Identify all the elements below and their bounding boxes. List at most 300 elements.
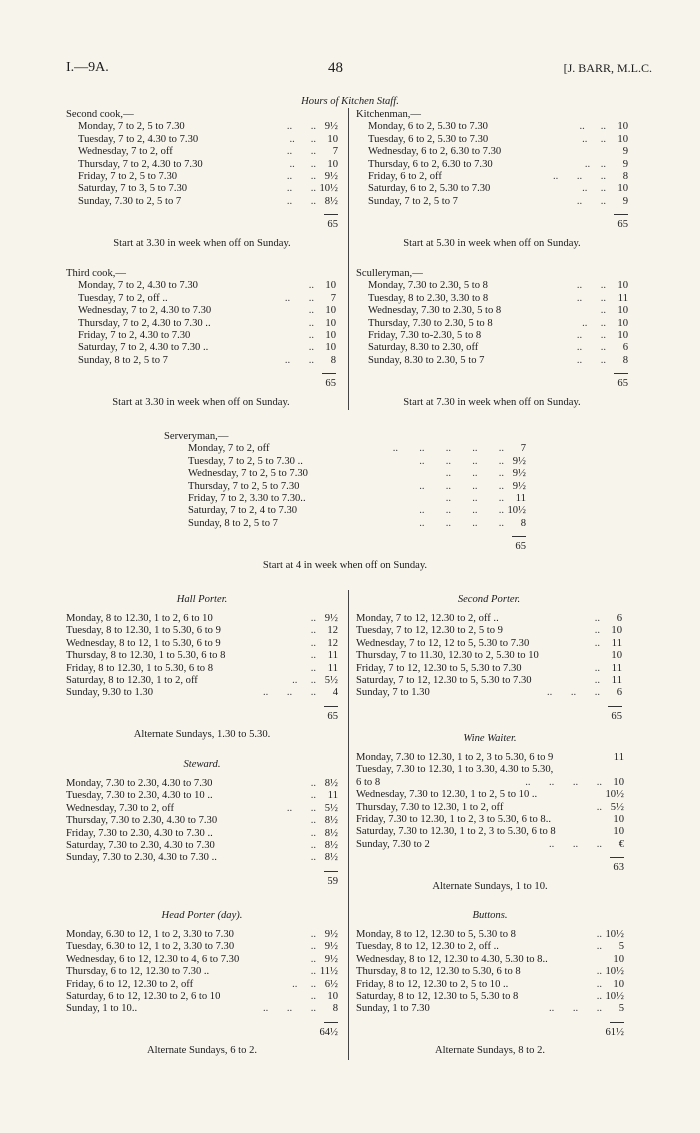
leader-dots: .. .. .. ..: [525, 776, 602, 788]
leader-dots: ..: [310, 852, 316, 864]
total-rule: [324, 1022, 338, 1023]
hours-row: [66, 815, 338, 827]
hours-row: [66, 146, 338, 158]
hours-value: 8: [622, 170, 628, 182]
third-cook-title: Third cook,—: [66, 268, 127, 279]
leader-dots: .. .. ..: [553, 170, 606, 182]
schedule-note: Start at 7.30 in week when off on Sunday.: [403, 396, 581, 408]
hours-row: [66, 1003, 338, 1015]
hours-value: 11: [611, 637, 622, 649]
leader-dots: .. ..: [576, 342, 606, 354]
leader-dots: ..: [308, 305, 314, 317]
hours-row: [66, 966, 338, 978]
day-schedule: Wednesday, 7 to 12, 12 to 5, 5.30 to 7.30: [356, 637, 530, 649]
hours-row: [66, 803, 338, 815]
hours-row: [356, 929, 624, 941]
hours-row: [66, 625, 338, 637]
hours-row: [66, 196, 338, 208]
leader-dots: .. ..: [289, 133, 316, 145]
day-schedule: Saturday, 7.30 to 2.30, 4.30 to 7.30: [66, 839, 215, 851]
hours-value: 10: [617, 317, 628, 329]
leader-dots: .. .. ..: [445, 468, 504, 480]
leader-dots: .. ..: [284, 292, 314, 304]
hours-value: 5½: [324, 674, 338, 686]
day-schedule: Saturday, 8 to 12.30, 1 to 2, off: [66, 674, 198, 686]
leader-dots: .. .. ..: [549, 838, 602, 850]
leader-dots: ..: [310, 815, 316, 827]
hall-porter-title: Hall Porter.: [176, 594, 228, 605]
hours-row: [356, 764, 624, 776]
hours-value: 5: [618, 941, 624, 953]
kitchenman-title: Kitchenman,—: [356, 109, 422, 120]
hours-value: 10: [325, 342, 336, 354]
leader-dots: ..: [310, 990, 316, 1002]
hours-value: 10: [611, 650, 622, 662]
day-schedule: Friday, 6 to 12, 12.30 to 2, off: [66, 978, 194, 990]
hours-row: [66, 355, 336, 367]
hours-value: 4: [332, 687, 338, 699]
hours-value: 7: [330, 292, 336, 304]
hours-row: [66, 790, 338, 802]
total-rule: [322, 373, 336, 374]
hours-value: 10: [325, 305, 336, 317]
hours-row: [356, 687, 622, 699]
weekly-total: 65: [325, 378, 336, 390]
leader-dots: ..: [310, 966, 316, 978]
hours-row: [356, 146, 628, 158]
hours-row: [66, 183, 338, 195]
hours-row: [356, 638, 622, 650]
leader-dots: .. .. ..: [263, 687, 316, 699]
leader-dots: .. ..: [576, 329, 606, 341]
day-schedule: Monday, 7 to 2, 4.30 to 7.30: [78, 280, 198, 292]
day-schedule: Sunday, 7.30 to 2.30, 4.30 to 7.30 ..: [66, 852, 217, 864]
total-rule: [324, 706, 338, 707]
day-schedule: Saturday, 6 to 12, 12.30 to 2, 6 to 10: [66, 990, 221, 1002]
day-schedule: Wednesday, 7 to 2, 4.30 to 7.30: [78, 305, 212, 317]
leader-dots: .. ..: [576, 354, 606, 366]
leader-dots: .. ..: [582, 133, 606, 145]
page-witness-name: [J. BARR, M.L.C.: [563, 61, 652, 75]
schedule-note: Alternate Sundays, 1.30 to 5.30.: [133, 729, 271, 741]
hours-row: [356, 752, 624, 764]
day-schedule: Saturday, 8 to 12, 12.30 to 5, 5.30 to 8: [356, 990, 519, 1002]
hours-row: [164, 468, 526, 480]
day-schedule: Sunday, 1 to 10..: [66, 1003, 138, 1015]
day-schedule: Friday, 7 to 2, 5 to 7.30: [78, 170, 178, 182]
steward-title: Steward.: [183, 759, 221, 770]
day-schedule: Sunday, 8 to 2, 5 to 7: [188, 517, 278, 529]
day-schedule: Friday, 6 to 2, off: [368, 170, 442, 182]
hours-row: [356, 171, 628, 183]
hours-value: 8½: [324, 852, 338, 864]
hours-value: 8: [520, 517, 526, 529]
hours-value: 10: [611, 625, 622, 637]
hours-value: 6: [622, 342, 628, 354]
total-rule: [608, 706, 622, 707]
day-schedule: Sunday, 7.30 to 2, 5 to 7: [78, 195, 182, 207]
hours-row: [356, 802, 624, 814]
hours-value: 10: [613, 953, 624, 965]
weekly-total: 61½: [605, 1026, 624, 1038]
hours-value: 5: [618, 1003, 624, 1015]
weekly-total: 65: [515, 541, 526, 553]
wine-waiter-section: [356, 730, 624, 892]
day-schedule: Sunday, 8 to 2, 5 to 7: [78, 354, 168, 366]
leader-dots: .. .. ..: [263, 1003, 316, 1015]
day-schedule: Saturday, 7 to 2, 4 to 7.30: [188, 505, 298, 517]
day-schedule: Sunday, 8.30 to 2.30, 5 to 7: [368, 354, 485, 366]
leader-dots: .. .. ..: [549, 1003, 602, 1015]
day-schedule: Friday, 7.30 to 12.30, 1 to 2, 3 to 5.30, 6 to 8..: [356, 813, 552, 825]
hours-value: 10: [327, 133, 338, 145]
hours-value: 10½: [605, 789, 624, 801]
hours-value: 9½: [324, 170, 338, 182]
weekly-total: 65: [617, 378, 628, 390]
schedule-note: Alternate Sundays, 8 to 2.: [434, 1045, 546, 1057]
leader-dots: ..: [310, 637, 316, 649]
hours-row: [356, 839, 624, 851]
hours-value: 11: [613, 752, 624, 763]
hours-row: [66, 687, 338, 699]
day-schedule: Tuesday, 6.30 to 12, 1 to 2, 3.30 to 7.30: [66, 941, 235, 953]
weekly-total: 64½: [319, 1026, 338, 1038]
leader-dots: .. ..: [286, 802, 316, 814]
day-schedule: Monday, 7 to 12, 12.30 to 2, off ..: [356, 613, 499, 624]
hours-row: [66, 979, 338, 991]
hours-value: 9½: [512, 480, 526, 492]
leader-dots: .. ..: [576, 292, 606, 304]
hours-row: [66, 840, 338, 852]
second-porter-rows: [356, 613, 622, 700]
hours-value: 8: [622, 354, 628, 366]
hours-value: 10½: [605, 929, 624, 940]
hours-value: 7: [332, 146, 338, 158]
day-schedule: Wednesday, 8 to 12, 12.30 to 4.30, 5.30 to 8..: [356, 953, 548, 965]
hours-row: [66, 613, 338, 625]
leader-dots: .. .. .. ..: [419, 517, 504, 529]
hours-row: [66, 330, 336, 342]
total-rule: [512, 536, 526, 537]
leader-dots: .. ..: [286, 121, 316, 133]
hours-row: [66, 650, 338, 662]
column-divider-top: [348, 108, 349, 410]
column-divider-bottom: [348, 590, 349, 1060]
hours-row: [356, 814, 624, 826]
leader-dots: ..: [310, 827, 316, 839]
hours-row: [66, 134, 338, 146]
hours-value: 8: [330, 354, 336, 366]
hours-value: 10: [613, 978, 624, 990]
hours-value: 11: [327, 662, 338, 674]
leader-dots: ..: [596, 990, 602, 1002]
wine-waiter-title: Wine Waiter.: [463, 733, 517, 744]
hours-value: 6½: [324, 978, 338, 990]
hours-value: 8½: [324, 815, 338, 827]
leader-dots: ..: [310, 625, 316, 637]
head-porter-title: Head Porter (day).: [161, 910, 243, 921]
day-schedule: Saturday, 6 to 2, 5.30 to 7.30: [368, 183, 491, 195]
hours-row: [66, 941, 338, 953]
leader-dots: .. .. ..: [445, 492, 504, 504]
leader-dots: .. ..: [286, 195, 316, 207]
hours-value: 11: [327, 790, 338, 802]
leader-dots: .. .. .. ..: [419, 505, 504, 517]
sculleryman-section: [356, 268, 628, 408]
leader-dots: ..: [594, 674, 600, 686]
hours-row: [66, 954, 338, 966]
leader-dots: .. .. .. .. ..: [392, 443, 504, 455]
day-schedule: Monday, 7.30 to 2.30, 5 to 8: [368, 280, 488, 292]
day-schedule: Tuesday, 7 to 12, 12.30 to 2, 5 to 9: [356, 625, 503, 637]
hours-value: 11½: [319, 966, 338, 978]
day-schedule: Wednesday, 7.30 to 12.30, 1 to 2, 5 to 10 ..: [356, 789, 538, 801]
day-schedule: Thursday, 8 to 12.30, 1 to 5.30, 6 to 8: [66, 650, 226, 662]
leader-dots: ..: [310, 941, 316, 953]
hours-row: [66, 929, 338, 941]
hours-row: [66, 852, 338, 864]
leader-dots: .. ..: [292, 674, 316, 686]
hours-row: [66, 171, 338, 183]
hours-row: [66, 159, 338, 171]
leader-dots: .. .. .. ..: [419, 480, 504, 492]
buttons-rows: [356, 929, 624, 1016]
hours-value: 10: [613, 826, 624, 838]
serveryman-rows: [164, 443, 526, 530]
kitchenman-section: [356, 109, 628, 249]
total-rule: [614, 214, 628, 215]
leader-dots: .. ..: [286, 170, 316, 182]
day-schedule: Friday, 7 to 12, 12.30 to 5, 5.30 to 7.30: [356, 662, 522, 674]
second-cook-title: Second cook,—: [66, 109, 134, 120]
leader-dots: .. ..: [576, 195, 606, 207]
hours-row: [356, 966, 624, 978]
day-schedule: Thursday, 7 to 11.30, 12.30 to 2, 5.30 to 10: [356, 650, 539, 662]
day-schedule: Monday, 7 to 2, off: [188, 443, 270, 455]
leader-dots: ..: [308, 317, 314, 329]
day-schedule: Thursday, 6 to 12, 12.30 to 7.30 ..: [66, 966, 210, 978]
hours-value: 10½: [605, 990, 624, 1002]
schedule-note: Alternate Sundays, 1 to 10.: [432, 880, 548, 892]
hours-row: [356, 826, 624, 838]
hours-row: [66, 342, 336, 354]
hours-row: [66, 318, 336, 330]
day-schedule: Wednesday, 8 to 12, 1 to 5.30, 6 to 9: [66, 637, 221, 649]
hours-value: 10: [617, 280, 628, 292]
hours-value: 9: [622, 158, 628, 170]
day-schedule: Thursday, 7 to 2, 4.30 to 7.30: [78, 158, 203, 170]
serveryman-title: Serveryman,—: [164, 431, 229, 442]
day-schedule: Friday, 7.30 to-2.30, 5 to 8: [368, 329, 482, 341]
third-cook-rows: [66, 280, 336, 367]
weekly-total: 65: [327, 219, 338, 231]
leader-dots: ..: [596, 941, 602, 953]
hours-row: [164, 505, 526, 517]
day-schedule: Tuesday, 7.30 to 12.30, 1 to 3.30, 4.30 to 5.30,: [356, 764, 554, 776]
leader-dots: .. ..: [286, 183, 316, 195]
hours-value: 11: [611, 674, 622, 686]
page-section-code: I.—9A.: [66, 60, 109, 75]
second-cook-rows: [66, 121, 338, 208]
hall-porter-section: [66, 591, 338, 741]
hours-row: [356, 625, 622, 637]
hours-value: €: [618, 838, 624, 850]
hours-row: [356, 1003, 624, 1015]
hours-row: [356, 941, 624, 953]
hall-porter-rows: [66, 613, 338, 700]
day-schedule: Wednesday, 7 to 2, off: [78, 146, 173, 158]
day-schedule: Thursday, 7.30 to 12.30, 1 to 2, off: [356, 801, 504, 813]
day-schedule: Thursday, 8 to 12, 12.30 to 5.30, 6 to 8: [356, 966, 521, 978]
hours-row: [356, 675, 622, 687]
hours-value: 10: [327, 158, 338, 170]
day-schedule: Thursday, 7 to 2, 4.30 to 7.30 ..: [78, 317, 211, 329]
total-rule: [614, 373, 628, 374]
leader-dots: ..: [594, 662, 600, 674]
leader-dots: .. ..: [289, 158, 316, 170]
hours-value: 10: [327, 990, 338, 1002]
hours-value: 10: [325, 280, 336, 292]
hours-value: 10: [613, 813, 624, 825]
total-rule: [324, 871, 338, 872]
day-schedule: Friday, 7.30 to 2.30, 4.30 to 7.30 ..: [66, 827, 213, 839]
hours-row: [66, 778, 338, 790]
leader-dots: .. ..: [292, 978, 316, 990]
head-porter-section: [66, 907, 338, 1057]
hours-value: 10: [617, 329, 628, 341]
hours-row: [164, 481, 526, 493]
hours-row: [356, 954, 624, 966]
day-schedule: Monday, 6.30 to 12, 1 to 2, 3.30 to 7.30: [66, 929, 234, 940]
day-schedule: Monday, 7.30 to 12.30, 1 to 2, 3 to 5.30, 6 to 9: [356, 752, 554, 763]
leader-dots: ..: [596, 978, 602, 990]
hours-row: [356, 991, 624, 1003]
hours-row: [356, 121, 628, 133]
hours-row: [164, 456, 526, 468]
day-schedule: Monday, 8 to 12.30, 1 to 2, 6 to 10: [66, 613, 213, 624]
day-schedule: Wednesday, 7.30 to 2.30, 5 to 8: [368, 305, 502, 317]
hours-value: 6: [616, 687, 622, 699]
leader-dots: ..: [310, 778, 316, 789]
hours-value: 11: [611, 662, 622, 674]
leader-dots: .. ..: [286, 146, 316, 158]
day-schedule: Friday, 7 to 2, 4.30 to 7.30: [78, 329, 191, 341]
total-rule: [324, 214, 338, 215]
hours-row: [164, 493, 526, 505]
hours-row: [66, 991, 338, 1003]
hours-value: 6: [616, 613, 622, 624]
day-schedule: Tuesday, 7 to 2, off ..: [78, 292, 168, 304]
day-schedule: Thursday, 7 to 2, 5 to 7.30: [188, 480, 300, 492]
hours-row: [356, 330, 628, 342]
day-schedule: Tuesday, 7 to 2, 5 to 7.30 ..: [188, 455, 303, 467]
hours-value: 9½: [512, 455, 526, 467]
hours-row: [356, 650, 622, 662]
hours-row: [356, 293, 628, 305]
day-schedule: Saturday, 7.30 to 12.30, 1 to 2, 3 to 5.30, 6 to 8: [356, 826, 556, 838]
steward-section: [66, 756, 338, 887]
hours-row: [164, 443, 526, 455]
hours-value: 12: [327, 637, 338, 649]
hours-value: 11: [327, 650, 338, 662]
day-schedule: Tuesday, 7 to 2, 4.30 to 7.30: [78, 133, 199, 145]
hours-value: 8: [332, 1003, 338, 1015]
hours-value: 11: [617, 292, 628, 304]
page-number: 48: [328, 60, 343, 76]
day-schedule: Wednesday, 7.30 to 2, off: [66, 802, 175, 814]
day-schedule: Tuesday, 8 to 2.30, 3.30 to 8: [368, 292, 489, 304]
day-schedule: Monday, 7 to 2, 5 to 7.30: [78, 121, 185, 133]
day-schedule: Wednesday, 6 to 2, 6.30 to 7.30: [368, 146, 502, 158]
hours-value: 10½: [319, 183, 338, 195]
leader-dots: ..: [310, 953, 316, 965]
hours-row: [356, 777, 624, 789]
hours-value: 5½: [610, 801, 624, 813]
hours-row: [356, 979, 624, 991]
hours-value: 9½: [324, 613, 338, 624]
day-schedule: Sunday, 7 to 2, 5 to 7: [368, 195, 458, 207]
schedule-note: Alternate Sundays, 6 to 2.: [146, 1045, 258, 1057]
hours-value: 9½: [324, 941, 338, 953]
hours-value: 9½: [324, 929, 338, 940]
leader-dots: ..: [594, 637, 600, 649]
schedule-note: Start at 3.30 in week when off on Sunday.: [112, 396, 290, 408]
leader-dots: ..: [310, 662, 316, 674]
hours-row: [356, 196, 628, 208]
hours-value: 9: [622, 195, 628, 207]
sculleryman-title: Sculleryman,—: [356, 268, 423, 279]
day-schedule: Tuesday, 8 to 12.30, 1 to 5.30, 6 to 9: [66, 625, 221, 637]
hours-value: 9½: [324, 121, 338, 133]
leader-dots: ..: [600, 305, 606, 317]
day-schedule: Wednesday, 7 to 2, 5 to 7.30: [188, 468, 308, 480]
hours-row: [66, 293, 336, 305]
leader-dots: .. .. ..: [547, 687, 600, 699]
hours-value: 10: [613, 776, 624, 788]
hours-value: 8½: [324, 839, 338, 851]
second-cook-section: [66, 109, 338, 249]
day-schedule: Friday, 8 to 12.30, 1 to 5.30, 6 to 8: [66, 662, 214, 674]
leader-dots: ..: [310, 790, 316, 802]
hours-value: 10: [617, 305, 628, 317]
day-schedule: Sunday, 7.30 to 2: [356, 838, 430, 850]
leader-dots: .. ..: [582, 317, 606, 329]
day-schedule: Saturday, 7 to 3, 5 to 7.30: [78, 183, 188, 195]
hours-row: [356, 305, 628, 317]
hours-value: 5½: [324, 802, 338, 814]
day-schedule: Friday, 8 to 12, 12.30 to 2, 5 to 10 ..: [356, 978, 509, 990]
day-schedule: Monday, 6 to 2, 5.30 to 7.30: [368, 121, 488, 133]
total-rule: [610, 1022, 624, 1023]
day-schedule: Monday, 8 to 12, 12.30 to 5, 5.30 to 8: [356, 929, 516, 940]
hours-value: 8½: [324, 778, 338, 789]
leader-dots: ..: [308, 342, 314, 354]
hours-row: [356, 280, 628, 292]
weekly-total: 59: [327, 875, 338, 887]
sculleryman-rows: [356, 280, 628, 367]
weekly-total: 63: [613, 862, 624, 874]
kitchen-staff-title: Hours of Kitchen Staff.: [301, 96, 399, 107]
hours-row: [356, 355, 628, 367]
leader-dots: .. ..: [576, 280, 606, 292]
wine-waiter-rows: [356, 752, 624, 851]
hours-row: [66, 280, 336, 292]
day-schedule: Tuesday, 6 to 2, 5.30 to 7.30: [368, 133, 489, 145]
leader-dots: ..: [594, 613, 600, 624]
weekly-total: 65: [617, 219, 628, 231]
day-schedule: 6 to 8: [356, 776, 381, 788]
day-schedule: Friday, 7 to 2, 3.30 to 7.30..: [188, 492, 306, 504]
